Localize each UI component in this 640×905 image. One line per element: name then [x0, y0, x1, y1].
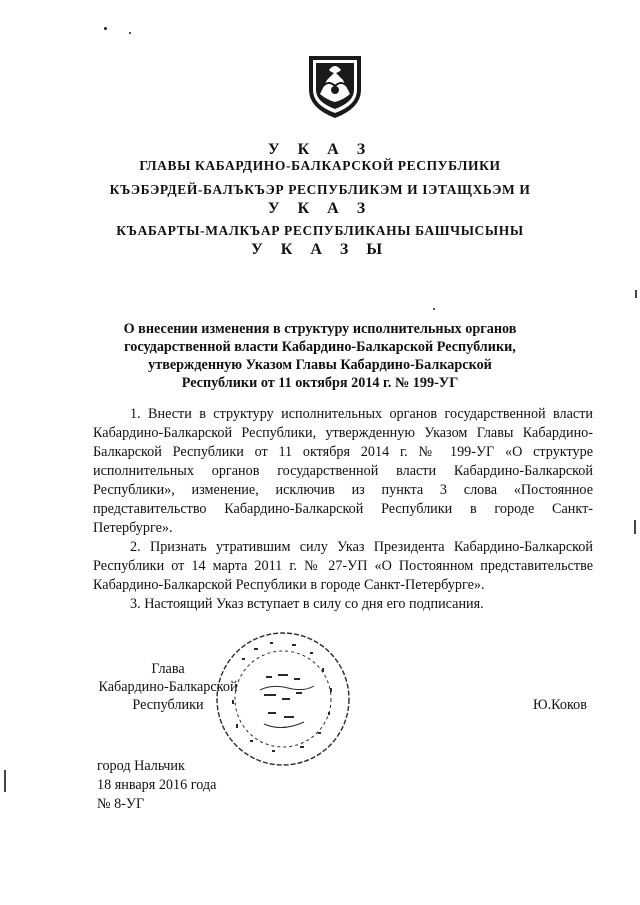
scan-speck: [129, 32, 131, 34]
signatory-title-line: Глава: [151, 661, 185, 677]
issue-city: город Нальчик: [97, 758, 185, 774]
subject-line: государственной власти Кабардино-Балкарской Республики,: [124, 339, 516, 355]
scan-speck: [433, 308, 435, 310]
subject-line: О внесении изменения в структуру исполнительных органов: [123, 321, 517, 337]
clause-2: 2. Признать утратившим силу Указ Президента Кабардино-Балкарской Республики от 14 марта 2011 г. № 27-УП «О Постоянном представительстве Кабардино-Балкарской Республики в городе Санкт-Петербурге».: [93, 539, 593, 593]
scan-edge-mark: [4, 770, 6, 792]
issue-date: 18 января 2016 года: [97, 777, 217, 793]
signatory-title-line: Республики: [132, 697, 204, 713]
balkar-decree-title: У К А З Ы: [250, 241, 390, 258]
kabardian-decree-title: У К А З: [267, 200, 373, 217]
decree-title: У К А З: [267, 141, 373, 158]
scan-edge-mark: [634, 520, 636, 534]
signatory-name: Ю.Коков: [533, 697, 587, 713]
decree-footer: [97, 757, 216, 814]
decree-body: [93, 405, 593, 614]
clause-3: 3. Настоящий Указ вступает в силу со дня его подписания.: [130, 596, 484, 612]
balkar-title-line: КЪАБАРТЫ-МАЛКЪАР РЕСПУБЛИКАНЫ БАШЧЫСЫНЫ: [116, 223, 524, 238]
clause-1: 1. Внести в структуру исполнительных органов государственной власти Кабардино-Балкарской Республики, утвержденную Указом Главы Кабардино-Балкарской Республики от 11 октября 2014 г. № 199-УГ «О структуре исполнительных органов государственной власти Кабардино-Балкарской Республики», изменение, исключив из пункта 3 слова «Постоянное представительство Кабардино-Балкарской Республики в городе Санкт-Петербурге».: [93, 406, 593, 536]
scan-speck: [104, 27, 107, 30]
subject-line: утвержденную Указом Главы Кабардино-Балкарской: [148, 357, 492, 373]
subject-line: Республики от 11 октября 2014 г. № 199-УГ: [181, 375, 459, 391]
scan-edge-mark: [635, 290, 637, 298]
kabardian-title-line: КЪЭБЭРДЕЙ-БАЛЪКЪЭР РЕСПУБЛИКЭМ И IЭТАЩХЬЭМ И: [109, 182, 531, 197]
decree-subject: [100, 320, 540, 392]
head-of-republic-line: ГЛАВЫ КАБАРДИНО-БАЛКАРСКОЙ РЕСПУБЛИКИ: [139, 158, 501, 173]
coat-of-arms-icon: [305, 50, 365, 120]
signatory-title-line: Кабардино-Балкарской: [98, 679, 238, 695]
signatory-title: [93, 660, 243, 714]
decree-number: № 8-УГ: [97, 796, 145, 812]
